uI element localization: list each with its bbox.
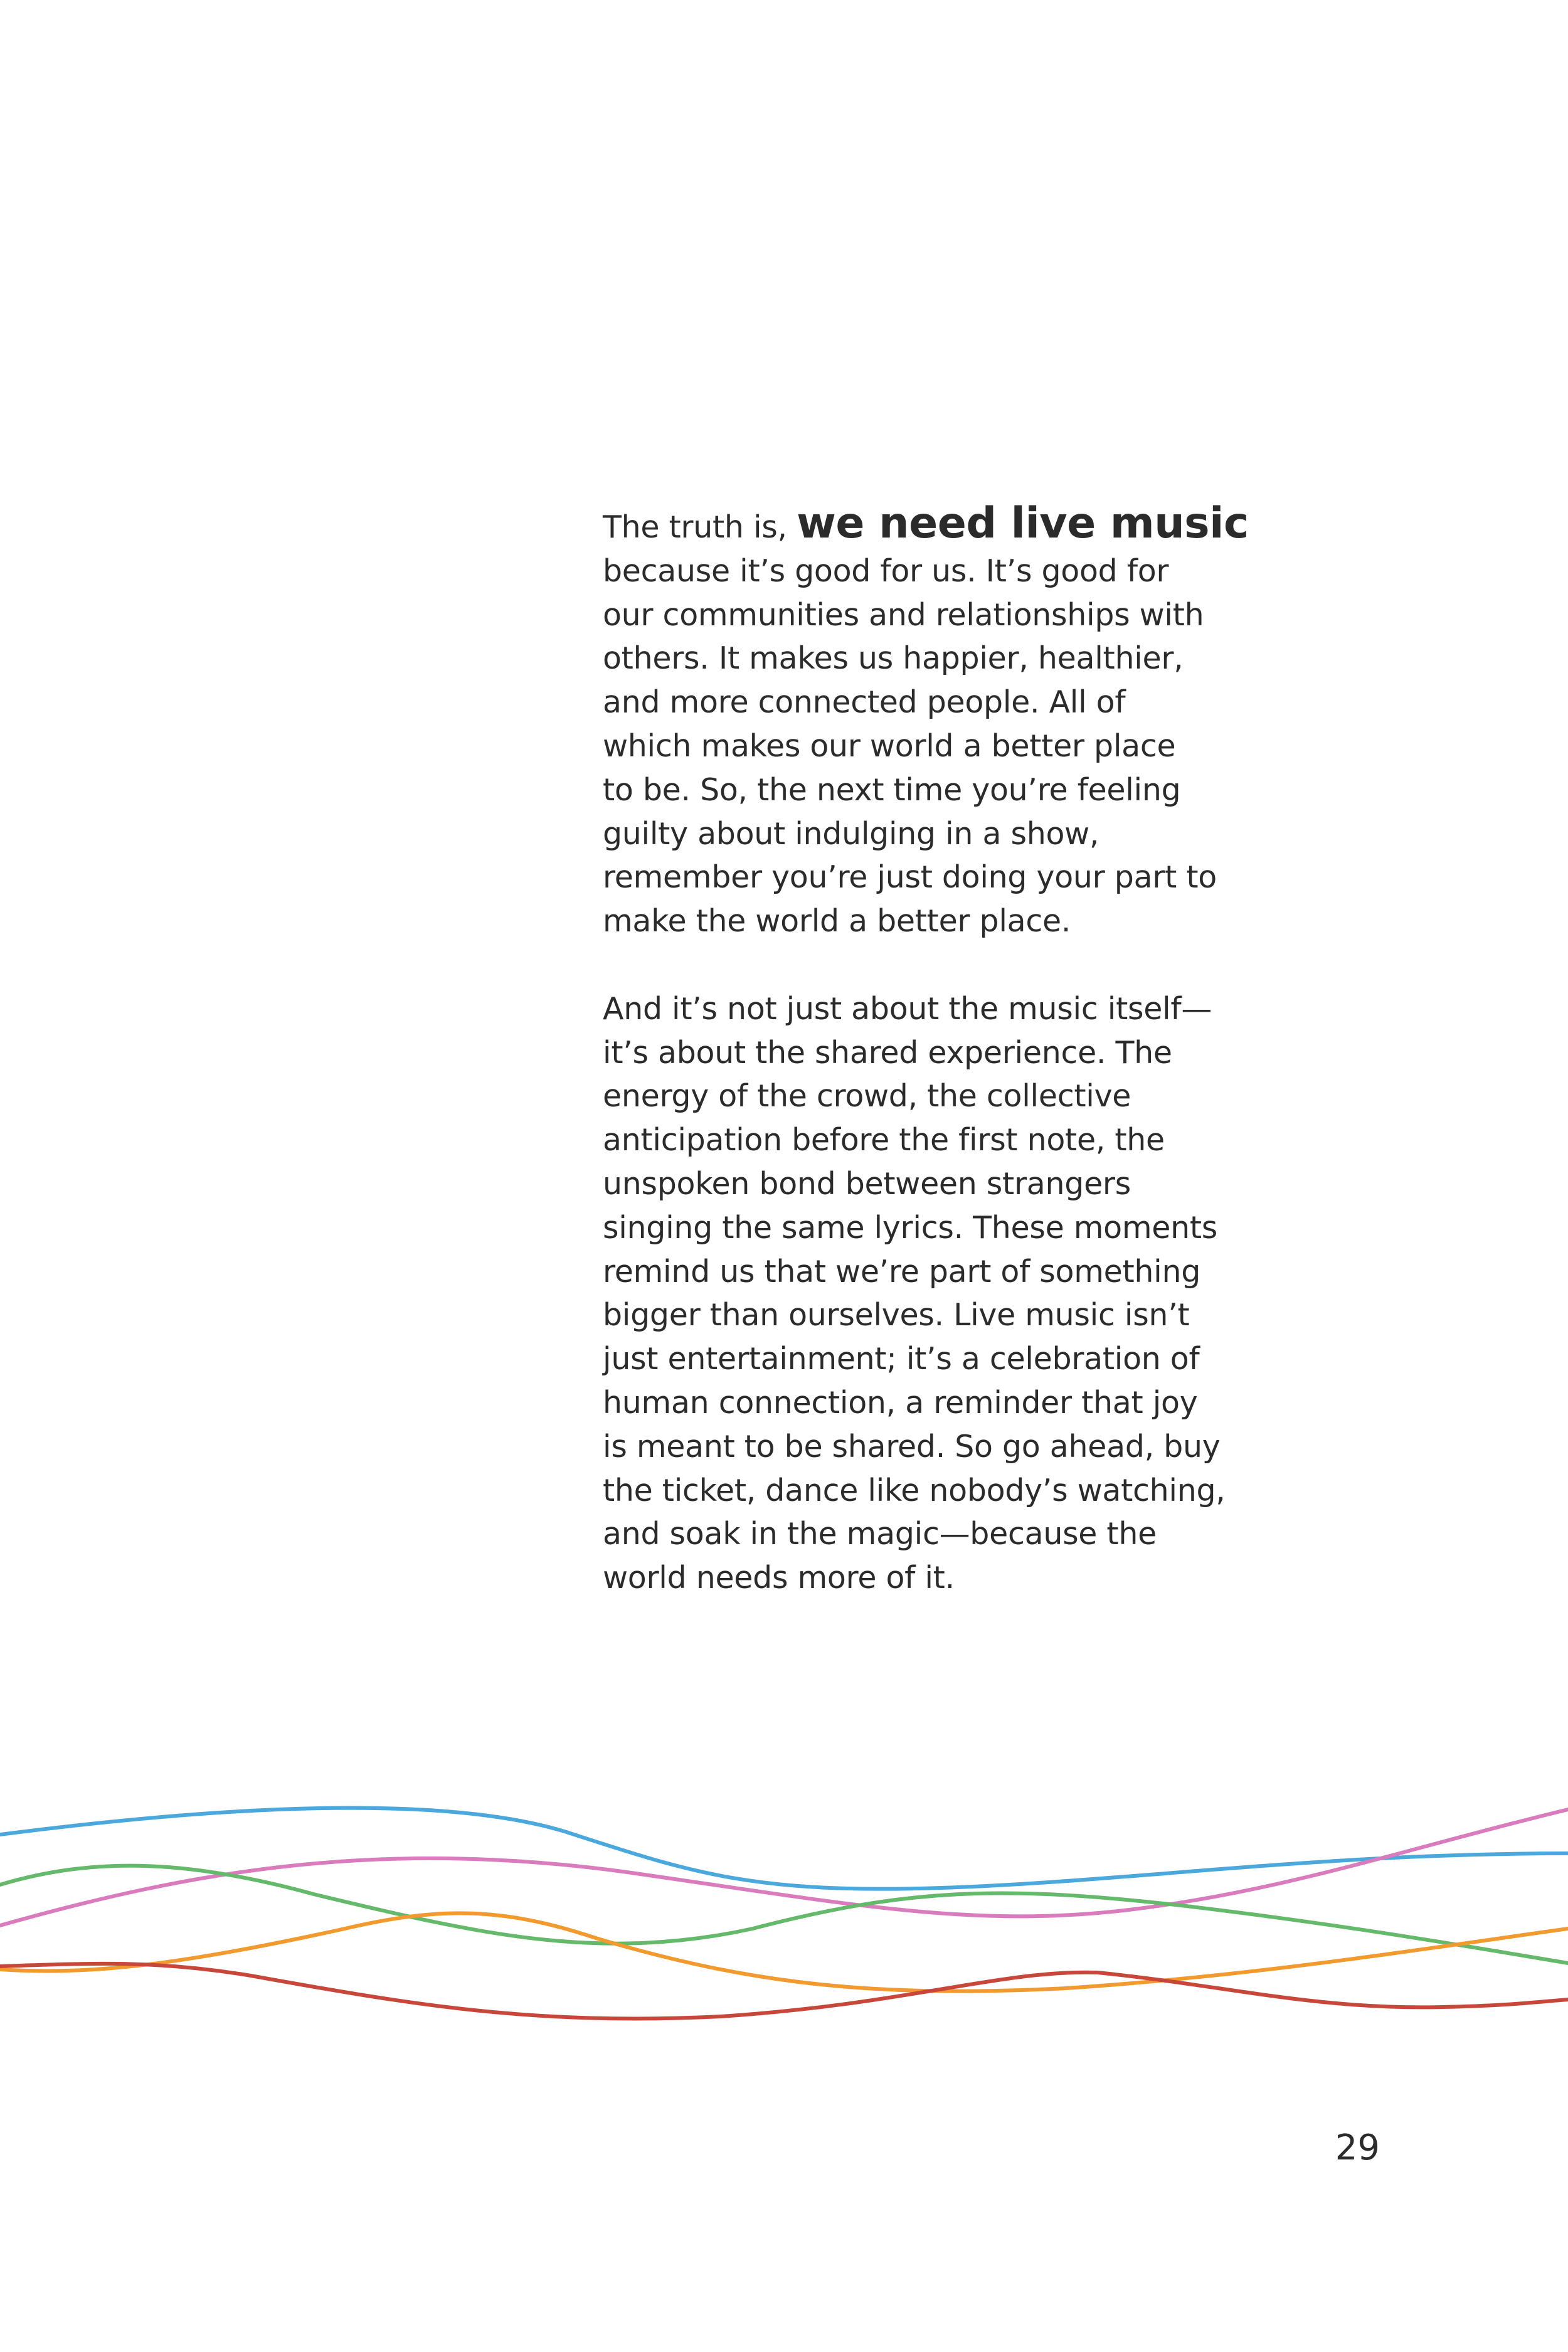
emphasis-text: we need live music — [797, 499, 1249, 548]
paragraph-1 — [603, 499, 1249, 943]
text-line: make the world a better place. — [603, 903, 1071, 940]
page-number: 29 — [1335, 2127, 1380, 2168]
text-line: which makes our world a better place — [603, 728, 1176, 764]
text-line: human connection, a reminder that joy — [603, 1384, 1198, 1421]
text-line: bigger than ourselves. Live music isn’t — [603, 1297, 1190, 1333]
wave-red — [0, 1964, 1568, 2019]
text-line: guilty about indulging in a show, — [603, 815, 1099, 852]
text-line: others. It makes us happier, healthier, — [603, 640, 1184, 677]
wave-green — [0, 1866, 1568, 1963]
text-line: anticipation before the first note, the — [603, 1122, 1165, 1158]
decorative-waves — [0, 1788, 1568, 2051]
text-line: is meant to be shared. So go ahead, buy — [603, 1428, 1221, 1465]
text-line: unspoken bond between strangers — [603, 1165, 1131, 1202]
body-text — [603, 499, 1249, 1600]
text-line: because it’s good for us. It’s good for — [603, 553, 1169, 589]
text-line: world needs more of it. — [603, 1560, 955, 1596]
text-line: and soak in the magic—because the — [603, 1516, 1157, 1552]
text-line: And it’s not just about the music itself— — [603, 990, 1212, 1027]
text-line: our communities and relationships with — [603, 596, 1204, 633]
text-line: and more connected people. All of — [603, 684, 1126, 721]
text-line: energy of the crowd, the collective — [603, 1078, 1131, 1115]
wave-pink — [0, 1809, 1568, 1926]
text-line: to be. So, the next time you’re feeling — [603, 771, 1181, 808]
text-line: remember you’re just doing your part to — [603, 859, 1217, 896]
text-line: remind us that we’re part of something — [603, 1253, 1201, 1290]
text-line: just entertainment; it’s a celebration of — [603, 1341, 1200, 1377]
intro-line — [603, 499, 1249, 549]
intro-text: The truth is, — [603, 509, 797, 545]
text-line: singing the same lyrics. These moments — [603, 1209, 1218, 1246]
text-line: it’s about the shared experience. The — [603, 1034, 1172, 1071]
text-line: the ticket, dance like nobody’s watching, — [603, 1472, 1226, 1508]
paragraph-2 — [603, 987, 1230, 1600]
